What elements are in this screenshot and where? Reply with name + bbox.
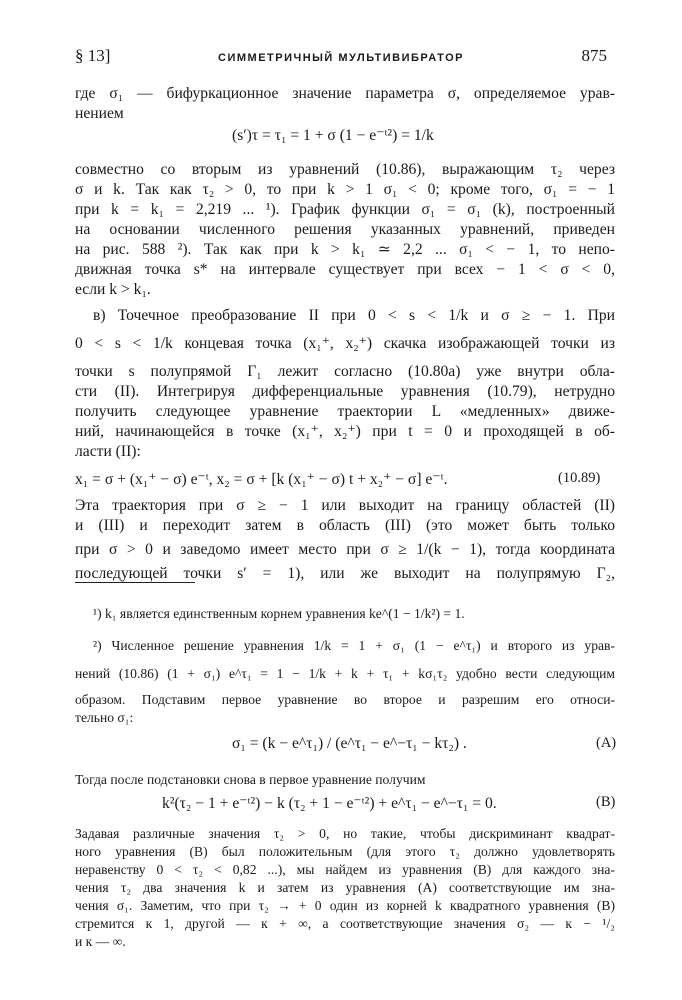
running-title: СИММЕТРИЧНЫЙ МУЛЬТИВИБРАТОР	[218, 52, 464, 64]
footnote-line: и к — ∞.	[75, 934, 126, 949]
footnote-line: стремится к 1, другой — к + ∞, а соответствующие значения σ₂ — к − ¹/₂	[75, 916, 615, 931]
body-line: при k = k₁ = 2,219 ... ¹). График функции σ₁ = σ₁ (k), построенный	[75, 201, 615, 218]
footnote-equation: k²(τ₂ − 1 + e⁻ᵗ²) − k (τ₂ + 1 − e⁻ᵗ²) + e^τ₁ − e^−τ₁ = 0.	[162, 795, 497, 812]
footnote: ¹) k₁ является единственным корнем уравнения ke^(1 − 1/k²) = 1.	[93, 606, 465, 621]
body-line: σ и k. Так как τ₂ > 0, то при k > 1 σ₁ < 0; кроме того, σ₁ = − 1	[75, 181, 615, 198]
footnote-line: ного уравнения (B) был положительным (для этого τ₂ должно удовлетворять	[75, 844, 615, 859]
body-line: при σ > 0 и заведомо имеет место при σ ≥ 1/(k − 1), тогда координата	[75, 541, 615, 558]
footnote-line: чения σ₁. Заметим, что при τ₂ → + 0 один из корней k квадратного уравнения (B)	[75, 898, 615, 913]
footnote-rule	[75, 582, 195, 583]
section-label: § 13]	[75, 46, 111, 65]
footnote-line: Тогда после подстановки снова в первое уравнение получим	[75, 772, 426, 787]
footnote-equation: σ₁ = (k − e^τ₁) / (e^τ₁ − e^−τ₁ − kτ₂) .	[232, 735, 467, 752]
footnote-line: Задавая различные значения τ₂ > 0, но такие, чтобы дискриминант квадрат-	[75, 826, 615, 841]
footnote-line: нений (10.86) (1 + σ₁) e^τ₁ = 1 − 1/k + k + τ₁ + kσ₁τ₂ удобно вести следующим	[75, 666, 615, 681]
body-line: если k > k₁.	[75, 281, 151, 298]
equation: (s′)τ = τ₁ = 1 + σ (1 − e⁻ᵗ²) = 1/k	[232, 127, 434, 144]
body-line: точки s полупрямой Γ₁ лежит согласно (10.80а) уже внутри обла-	[75, 363, 615, 380]
body-line: сти (II). Интегрируя дифференциальные уравнения (10.79), нетрудно	[75, 383, 615, 400]
footnote-line: образом. Подставим первое уравнение во второе и разрешим его относи-	[75, 692, 615, 707]
equation-number: (A)	[596, 735, 617, 751]
body-line: совместно со вторым из уравнений (10.86), выражающим τ₂ через	[75, 161, 615, 178]
body-line: и (III) и переходит затем в область (III) (это может быть только	[75, 517, 615, 534]
body-line: Эта траектория при σ ≥ − 1 или выходит на границу областей (II)	[75, 497, 615, 514]
body-line: последующей точки s′ = 1), или же выходит на полупрямую Γ₂,	[75, 565, 615, 582]
body-line: ний, начинающейся в точке (x₁⁺, x₂⁺) при t = 0 и проходящей в об-	[75, 423, 615, 440]
equation: x₁ = σ + (x₁⁺ − σ) e⁻ᵗ, x₂ = σ + [k (x₁⁺ − σ) t + x₂⁺ − σ] e⁻ᵗ.	[75, 471, 448, 488]
equation-number: (B)	[596, 794, 616, 810]
body-line: движная точка s* на интервале существует при всех − 1 < σ < 0,	[75, 261, 615, 278]
body-line: ласти (II):	[75, 443, 141, 460]
page-number: 875	[581, 46, 607, 65]
footnote-line: чения τ₂ два значения k и затем из уравнения (A) соответствующие им зна-	[75, 880, 615, 895]
footnote: ²) Численное решение уравнения 1/k = 1 + σ₁ (1 − e^τ₁) и второго из урав-	[93, 638, 615, 653]
equation-number: (10.89)	[558, 470, 601, 486]
subsection-line: в) Точечное преобразование II при 0 < s < 1/k и σ ≥ − 1. При	[93, 307, 615, 324]
footnote-line: неравенству 0 < τ₂ < 0,82 ...), мы найдем из уравнения (B) для каждого зна-	[75, 862, 615, 877]
footnote-line: тельно σ₁:	[75, 710, 134, 725]
body-line: на основании численного решения указанных уравнений, приведен	[75, 221, 615, 238]
body-line: нением	[75, 105, 124, 122]
body-line: получить следующее уравнение траектории L «медленных» движе-	[75, 403, 615, 420]
body-line: где σ₁ — бифуркационное значение параметра σ, определяемое урав-	[75, 85, 615, 102]
body-line: на рис. 588 ²). Так как при k > k₁ ≃ 2,2 ... σ₁ < − 1, то непо-	[75, 241, 615, 258]
body-line: 0 < s < 1/k концевая точка (x₁⁺, x₂⁺) скачка изображающей точки из	[75, 335, 615, 352]
